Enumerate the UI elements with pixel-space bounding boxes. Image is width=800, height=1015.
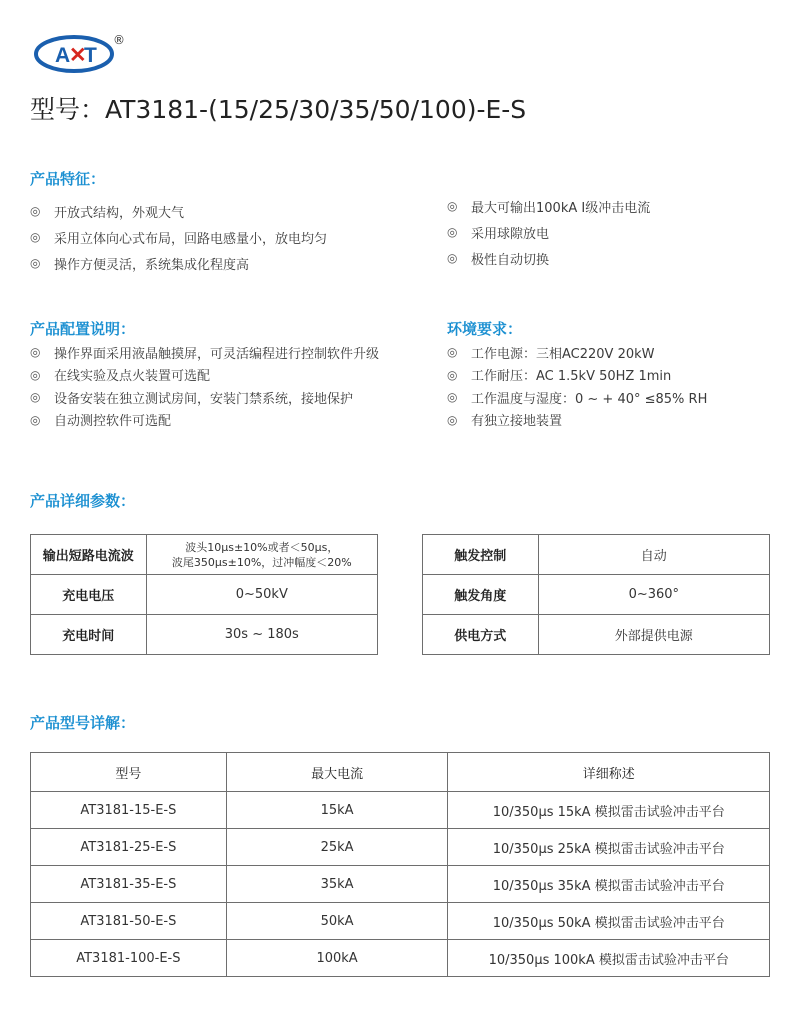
table-row (31, 940, 770, 977)
bullet-icon: ◎ (447, 199, 458, 213)
environment-text: 工作电源：三相AC220V 20kW (471, 346, 655, 362)
table-cell: 10/350μs 15kA 模拟雷击试验冲击平台 (448, 792, 770, 829)
table-cell: 10/350μs 50kA 模拟雷击试验冲击平台 (448, 903, 770, 940)
feature-text: 采用立体向心式布局，回路电感量小，放电均匀 (54, 231, 328, 247)
bullet-icon: ◎ (447, 251, 458, 265)
feature-item (30, 250, 327, 276)
environment-item (447, 364, 707, 387)
param-value: 外部提供电源 (538, 615, 769, 655)
bullet-icon: ◎ (30, 412, 41, 427)
param-row (31, 575, 378, 615)
bullet-icon: ◎ (447, 412, 458, 427)
environment-text: 工作温度与湿度：0 ~ + 40° ≤85% RH (471, 391, 708, 407)
param-row (423, 535, 770, 575)
param-value: 30s ~ 180s (146, 615, 377, 655)
param-label: 触发控制 (423, 535, 539, 575)
table-row (31, 829, 770, 866)
bullet-icon: ◎ (30, 256, 41, 270)
table-cell: 10/350μs 100kA 模拟雷击试验冲击平台 (448, 940, 770, 977)
table-cell: 15kA (226, 792, 448, 829)
table-row (31, 792, 770, 829)
table-row (31, 903, 770, 940)
param-value: 波头10μs±10%或者＜50μs， 波尾350μs±10%，过冲幅度＜20% (146, 535, 377, 575)
environment-text: 工作耐压：AC 1.5kV 50HZ 1min (471, 369, 672, 385)
features-right-list (447, 193, 650, 271)
param-label: 输出短路电流波 (31, 535, 147, 575)
features-left-list (30, 198, 327, 276)
svg-text:T: T (84, 44, 97, 67)
feature-text: 采用球隙放电 (471, 226, 550, 242)
table-cell: AT3181-25-E-S (31, 829, 227, 866)
config-heading: 产品配置说明： (30, 320, 136, 338)
table-cell: 100kA (226, 940, 448, 977)
config-item (30, 364, 379, 387)
table-row (31, 866, 770, 903)
table-cell: 35kA (226, 866, 448, 903)
bullet-icon: ◎ (30, 230, 41, 244)
registered-mark: ® (113, 33, 125, 47)
config-text: 设备安装在独立测试房间，安装门禁系统，接地保护 (54, 391, 354, 407)
param-label: 供电方式 (423, 615, 539, 655)
config-item (30, 386, 379, 409)
models-heading: 产品型号详解： (30, 714, 136, 732)
bullet-icon: ◎ (30, 204, 41, 218)
bullet-icon: ◎ (447, 390, 458, 405)
param-label: 触发角度 (423, 575, 539, 615)
svg-text:A: A (55, 44, 71, 67)
feature-text: 最大可输出100kA Ⅰ级冲击电流 (471, 200, 651, 216)
bullet-icon: ◎ (447, 345, 458, 360)
table-cell: 25kA (226, 829, 448, 866)
table-cell: AT3181-50-E-S (31, 903, 227, 940)
models-table (30, 752, 770, 977)
params-table-left (30, 534, 378, 655)
feature-text: 极性自动切换 (471, 252, 550, 268)
config-text: 在线实验及点火装置可选配 (54, 369, 211, 385)
feature-item (447, 219, 650, 245)
environment-item (447, 341, 707, 364)
bullet-icon: ◎ (30, 345, 41, 360)
environment-list (447, 341, 707, 431)
table-cell: 50kA (226, 903, 448, 940)
table-cell: AT3181-35-E-S (31, 866, 227, 903)
params-heading: 产品详细参数： (30, 492, 136, 510)
feature-item (447, 245, 650, 271)
param-value: 0~360° (538, 575, 769, 615)
params-table-right (422, 534, 770, 655)
environment-item (447, 409, 707, 432)
table-cell: 10/350μs 35kA 模拟雷击试验冲击平台 (448, 866, 770, 903)
param-label: 充电时间 (31, 615, 147, 655)
feature-item (30, 198, 327, 224)
table-cell: AT3181-15-E-S (31, 792, 227, 829)
bullet-icon: ◎ (30, 367, 41, 382)
feature-item (447, 193, 650, 219)
param-row (423, 615, 770, 655)
environment-text: 有独立接地装置 (471, 414, 563, 430)
bullet-icon: ◎ (447, 367, 458, 382)
config-text: 操作界面采用液晶触摸屏，可灵活编程进行控制软件升级 (54, 346, 380, 362)
param-label: 充电电压 (31, 575, 147, 615)
param-value: 自动 (538, 535, 769, 575)
table-cell: AT3181-100-E-S (31, 940, 227, 977)
param-row (31, 535, 378, 575)
feature-item (30, 224, 327, 250)
config-item (30, 341, 379, 364)
param-row (31, 615, 378, 655)
svg-text:✕: ✕ (69, 44, 87, 67)
environment-item (447, 386, 707, 409)
config-list (30, 341, 379, 431)
environment-heading: 环境要求： (447, 320, 523, 338)
feature-text: 开放式结构，外观大气 (54, 205, 185, 221)
page-title: 型号：AT3181-(15/25/30/35/50/100)-E-S (30, 95, 527, 124)
models-column-header: 最大电流 (226, 753, 448, 792)
brand-logo (33, 33, 115, 75)
feature-text: 操作方便灵活，系统集成化程度高 (54, 257, 250, 273)
models-column-header: 详细称述 (448, 753, 770, 792)
features-heading: 产品特征： (30, 170, 106, 188)
models-column-header: 型号 (31, 753, 227, 792)
param-value: 0~50kV (146, 575, 377, 615)
config-text: 自动测控软件可选配 (54, 414, 172, 430)
config-item (30, 409, 379, 432)
bullet-icon: ◎ (30, 390, 41, 405)
table-cell: 10/350μs 25kA 模拟雷击试验冲击平台 (448, 829, 770, 866)
bullet-icon: ◎ (447, 225, 458, 239)
param-row (423, 575, 770, 615)
